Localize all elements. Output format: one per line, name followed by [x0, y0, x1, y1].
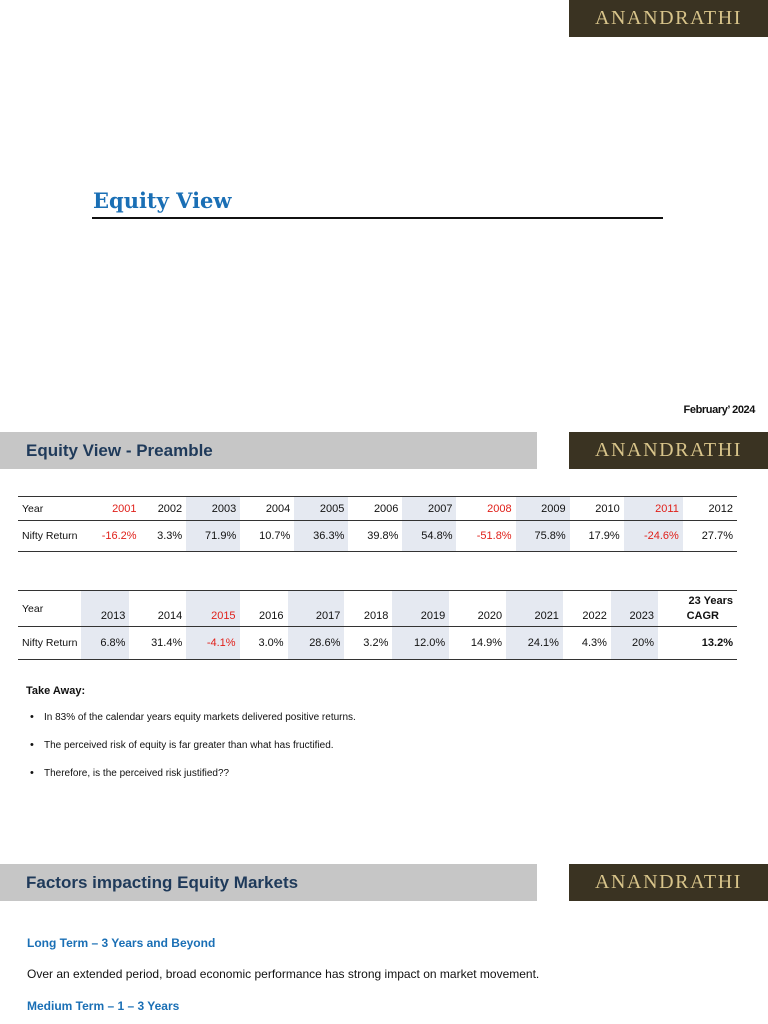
- returns-table-2001-2012: [18, 496, 737, 552]
- return-cell: -4.1%: [186, 627, 239, 660]
- return-cell: 31.4%: [129, 627, 186, 660]
- title-underline: [92, 217, 663, 219]
- return-cell: 3.2%: [344, 627, 392, 660]
- year-cell: 2017: [288, 591, 345, 627]
- year-cell: 2010: [570, 497, 624, 521]
- row-label-year: Year: [18, 591, 81, 627]
- return-cell: 28.6%: [288, 627, 345, 660]
- cagr-header: [658, 591, 737, 627]
- year-cell: 2005: [294, 497, 348, 521]
- section-header-preamble: Equity View - Preamble: [0, 432, 537, 469]
- list-item: [30, 740, 356, 768]
- cagr-value: 13.2%: [658, 627, 737, 660]
- cover-title: Equity View: [93, 188, 232, 213]
- returns-table-2013-2023: [18, 590, 737, 660]
- year-cell: 2014: [129, 591, 186, 627]
- brand-logo: [569, 864, 768, 901]
- return-cell: 12.0%: [392, 627, 449, 660]
- cagr-label-line1: 23 Years: [688, 594, 733, 607]
- year-cell: 2011: [624, 497, 683, 521]
- year-cell: 2016: [240, 591, 288, 627]
- return-cell: 17.9%: [570, 521, 624, 552]
- return-cell: -51.8%: [456, 521, 515, 552]
- year-cell: 2019: [392, 591, 449, 627]
- takeaway-list: [30, 712, 356, 796]
- year-cell: 2013: [81, 591, 129, 627]
- brand-logo: [569, 432, 768, 469]
- return-cell: 71.9%: [186, 521, 240, 552]
- year-cell: 2009: [516, 497, 570, 521]
- year-cell: 2023: [611, 591, 658, 627]
- return-cell: 14.9%: [449, 627, 506, 660]
- year-cell: 2012: [683, 497, 737, 521]
- brand-logo: [569, 0, 768, 37]
- cagr-label-line2: CAGR: [686, 609, 719, 622]
- return-cell: 6.8%: [81, 627, 129, 660]
- year-cell: 2018: [344, 591, 392, 627]
- brand-logo-text: ANANDRATHI: [594, 7, 743, 29]
- return-cell: -24.6%: [624, 521, 683, 552]
- bullet-icon: •: [30, 711, 34, 723]
- year-cell: 2002: [141, 497, 187, 521]
- year-cell: 2003: [186, 497, 240, 521]
- year-cell: 2006: [348, 497, 402, 521]
- row-label-return: Nifty Return: [18, 627, 81, 660]
- return-cell: 10.7%: [240, 521, 294, 552]
- bullet-icon: •: [30, 739, 34, 751]
- return-cell: 27.7%: [683, 521, 737, 552]
- year-cell: 2021: [506, 591, 563, 627]
- return-cell: 4.3%: [563, 627, 611, 660]
- long-term-heading: Long Term – 3 Years and Beyond: [27, 936, 216, 950]
- return-cell: 3.0%: [240, 627, 288, 660]
- return-cell: 39.8%: [348, 521, 402, 552]
- return-cell: 20%: [611, 627, 658, 660]
- year-cell: 2022: [563, 591, 611, 627]
- bullet-icon: •: [30, 767, 34, 779]
- section-header-factors: Factors impacting Equity Markets: [0, 864, 537, 901]
- row-label-return: Nifty Return: [18, 521, 81, 552]
- year-cell: 2007: [402, 497, 456, 521]
- year-cell: 2008: [456, 497, 515, 521]
- row-label-year: Year: [18, 497, 81, 521]
- cover-date: February’ 2024: [683, 404, 755, 416]
- brand-logo-text: ANANDRATHI: [594, 439, 743, 461]
- brand-logo-text: ANANDRATHI: [594, 871, 743, 893]
- medium-term-heading: Medium Term – 1 – 3 Years: [27, 999, 180, 1013]
- long-term-text: Over an extended period, broad economic performance has strong impact on market movement.: [27, 967, 540, 981]
- return-cell: -16.2%: [81, 521, 140, 552]
- return-cell: 54.8%: [402, 521, 456, 552]
- takeaway-text: The perceived risk of equity is far greater than what has fructified.: [44, 740, 334, 751]
- takeaway-title: Take Away:: [26, 685, 86, 697]
- takeaway-text: Therefore, is the perceived risk justified??: [44, 768, 230, 779]
- return-cell: 36.3%: [294, 521, 348, 552]
- year-cell: 2020: [449, 591, 506, 627]
- return-cell: 24.1%: [506, 627, 563, 660]
- year-cell: 2001: [81, 497, 140, 521]
- year-cell: 2004: [240, 497, 294, 521]
- return-cell: 75.8%: [516, 521, 570, 552]
- takeaway-text: In 83% of the calendar years equity markets delivered positive returns.: [44, 712, 356, 723]
- year-cell: 2015: [186, 591, 239, 627]
- list-item: [30, 768, 356, 796]
- list-item: [30, 712, 356, 740]
- return-cell: 3.3%: [141, 521, 187, 552]
